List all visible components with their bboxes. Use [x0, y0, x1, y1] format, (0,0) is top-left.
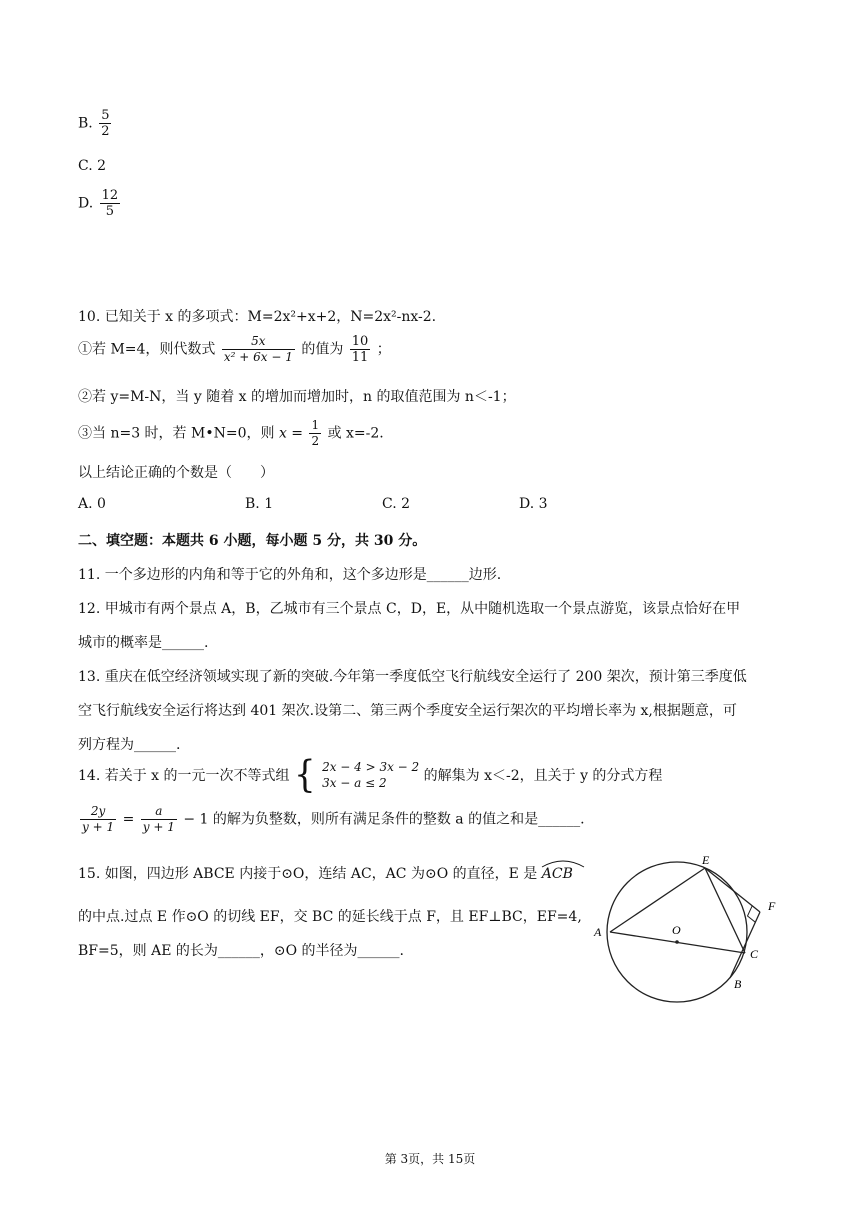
label-f: F: [768, 899, 776, 913]
fraction: [350, 334, 371, 365]
q12-line-2: 城市的概率是______.: [78, 635, 209, 651]
section-heading: 二、填空题：本题共 6 小题，每小题 5 分，共 30 分。: [78, 533, 427, 549]
segment-ef: [705, 868, 760, 912]
q10-option-c: C. 2: [382, 496, 411, 512]
text: 14. 若关于 x 的一元一次不等式组: [78, 768, 290, 784]
numerator: 10: [351, 334, 369, 349]
label-o: O: [672, 923, 681, 937]
q13-line-2: 空飞行航线安全运行将达到 401 架次.设第二、第三两个季度安全运行架次的平均增长率为 x,根据题意，可: [78, 703, 737, 719]
q9-option-c: C. 2: [78, 158, 107, 174]
fraction: [141, 804, 177, 835]
numerator: 1: [311, 418, 320, 432]
fraction: [222, 334, 295, 365]
q15-geometry-figure: [590, 850, 790, 1010]
q15-line-2: 的中点.过点 E 作⊙O 的切线 EF，交 BC 的延长线于点 F，且 EF⊥BC，EF=4,: [78, 909, 582, 925]
q10-option-b: B. 1: [245, 496, 274, 512]
center-point: [675, 940, 679, 944]
text: − 1: [183, 811, 209, 828]
denominator: 11: [351, 350, 369, 365]
fraction: [309, 418, 321, 449]
q12-line-1: 12. 甲城市有两个景点 A，B，乙城市有三个景点 C，D，E，从中随机选取一个景点游览，该景点恰好在甲: [78, 601, 741, 617]
arc-label: ACB: [541, 866, 573, 882]
q10-option-a: A. 0: [78, 496, 106, 512]
text: ③当 n=3 时，若 M•N=0，则: [78, 425, 275, 442]
denominator: x² + 6x − 1: [223, 350, 293, 364]
denominator: 5: [105, 204, 115, 219]
fraction: [80, 804, 116, 835]
numerator: 12: [101, 188, 119, 203]
inequality-2: 3x − a ≤ 2: [322, 776, 387, 790]
label-c: C: [750, 947, 759, 961]
text: ；: [376, 341, 391, 358]
denominator: 2: [311, 434, 320, 448]
text: =: [122, 811, 135, 828]
text: x =: [278, 425, 304, 442]
q10-option-d: D. 3: [519, 496, 548, 512]
text: 的解集为 x＜-2，且关于 y 的分式方程: [423, 768, 663, 784]
brace: {: [293, 753, 316, 797]
right-angle-mark: [748, 906, 756, 922]
label-a: A: [594, 925, 602, 939]
fraction: [100, 188, 121, 219]
q9-option-d: [78, 188, 122, 219]
q14-line-2: [78, 804, 585, 835]
denominator: y + 1: [142, 820, 175, 834]
arc-symbol: [540, 858, 586, 868]
q13-line-1: 13. 重庆在低空经济领域实现了新的突破.今年第一季度低空飞行航线安全运行了 200 架次，预计第三季度低: [78, 669, 747, 685]
q14-line-1: [78, 753, 663, 797]
option-label: D.: [78, 195, 94, 212]
text: 或 x=-2.: [327, 425, 384, 442]
denominator: 2: [101, 124, 110, 139]
q9-option-b: [78, 108, 113, 139]
q10-stem: 10. 已知关于 x 的多项式：M=2x²+x+2，N=2x²-nx-2.: [78, 309, 437, 325]
text: 的解为负整数，则所有满足条件的整数 a 的值之和是______.: [212, 811, 585, 828]
denominator: y + 1: [82, 820, 115, 834]
text: ①若 M=4，则代数式: [78, 341, 216, 358]
q11: 11. 一个多边形的内角和等于它的外角和，这个多边形是______边形.: [78, 567, 502, 583]
q13-line-3: 列方程为______.: [78, 737, 181, 753]
option-label: B.: [78, 115, 93, 132]
q10-statement-2: ②若 y=M-N，当 y 随着 x 的增加而增加时，n 的取值范围为 n＜-1；: [78, 389, 516, 405]
numerator: 5: [101, 108, 110, 123]
fraction: [99, 108, 111, 139]
label-e: E: [702, 853, 710, 867]
label-b: B: [734, 977, 742, 991]
inequality-1: 2x − 4 > 3x − 2: [322, 760, 420, 774]
q10-statement-3: [78, 418, 384, 449]
q10-question: 以上结论正确的个数是（ ）: [78, 465, 274, 481]
inequality-system: [322, 759, 419, 791]
text: 15. 如图，四边形 ABCE 内接于⊙O，连结 AC，AC 为⊙O 的直径，E 是: [78, 866, 538, 882]
text: 的值为: [301, 341, 344, 358]
q10-statement-1: [78, 334, 391, 365]
page-footer: 第 3页，共 15页: [384, 1152, 476, 1166]
q15-line-1: [78, 862, 573, 883]
arc-notation: [542, 862, 573, 882]
numerator: 2y: [80, 804, 116, 820]
numerator: a: [141, 804, 177, 820]
segment-ae: [610, 868, 705, 932]
q15-line-3: BF=5，则 AE 的长为______，⊙O 的半径为______.: [78, 943, 404, 959]
numerator: 5x: [222, 334, 295, 350]
